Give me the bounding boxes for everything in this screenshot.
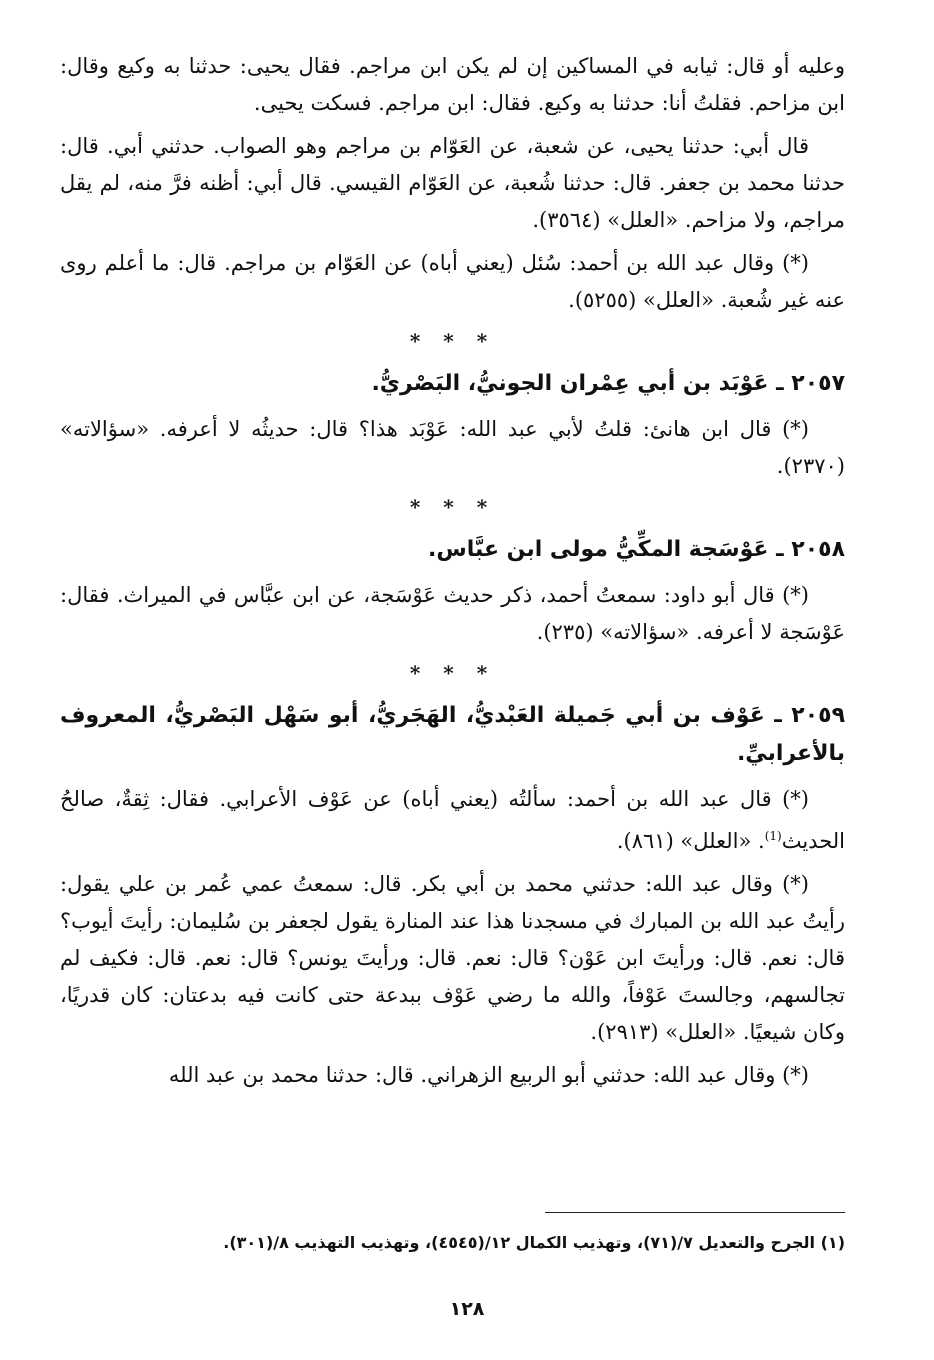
footnote: (١) الجرح والتعديل ٧/(٧١)، وتهذيب الكمال ١٢/(٤٥٤٥)، وتهذيب التهذيب ٨/(٣٠١). [223, 1233, 845, 1252]
entry-text-part: . «العلل» (٨٦١). [616, 829, 765, 853]
page-number: ١٢٨ [449, 1298, 485, 1320]
entry-title-2058: ٢٠٥٨ ـ عَوْسَجة المكِّيُّ مولى ابن عبَّاس. [428, 537, 845, 562]
footnote-marker[interactable]: (1) [764, 829, 782, 843]
entry-text-part: (*) قال عبد الله بن أحمد: سألتُه (يعني أباه) عن عَوْف الأعرابي. فقال: ثِقةٌ، صالحُ الحديث [60, 787, 845, 853]
entry-text: (*) وقال عبد الله: حدثني محمد بن أبي بكر. قال: سمعتُ عمي عُمر بن علي يقول: رأيتُ عبد الله بن المبارك في مسجدنا هذا عند المنارة يقول لجعفر بن سُليمان: رأيتَ أيوب؟ قال: نعم. قال: ورأيتَ ابن عَوْن؟ قال: نعم. قال: ورأيتَ يونس؟ قال: نعم. قال: فكيف لم تجالسهم، وجالستَ عَوْفاً، والله ما رضي عَوْف ببدعة حتى كانت فيه بدعتان: كان قدريًا، وكان شيعيًا. «العلل» (٢٩١٣). [60, 872, 845, 1044]
entry-title-2057: ٢٠٥٧ ـ عَوْبَد بن أبي عِمْران الجونيُّ، البَصْريُّ. [371, 371, 845, 396]
entry-text [60, 781, 845, 860]
paragraph: قال أبي: حدثنا يحيى، عن شعبة، عن العَوّام بن مراجم وهو الصواب. حدثني أبي. قال: حدثنا محمد بن جعفر. قال: حدثنا شُعبة، عن العَوّام القيسي. قال أبي: أظنه فرَّ منه، لم يقل مراجم، ولا مزاحم. «العلل» (٣٥٦٤). [60, 134, 845, 232]
entry-title-2059: ٢٠٥٩ ـ عَوْف بن أبي جَميلة العَبْديُّ، الهَجَريُّ، أبو سَهْل البَصْريُّ، المعروف بالأعرابيِّ. [60, 703, 845, 766]
entry-text: (*) قال أبو داود: سمعتُ أحمد، ذكر حديث عَوْسَجة، عن ابن عبَّاس في الميراث. فقال: عَوْسَجة لا أعرفه. «سؤالاته» (٢٣٥). [60, 583, 845, 644]
page-body [60, 48, 845, 1318]
paragraph: (*) وقال عبد الله بن أحمد: سُئل (يعني أباه) عن العَوّام بن مراجم. قال: ما أعلم روى عنه غير شُعبة. «العلل» (٥٢٥٥). [60, 251, 845, 312]
section-separator: * * * [409, 329, 496, 353]
section-separator: * * * [409, 661, 496, 685]
entry-text: (*) قال ابن هانئ: قلتُ لأبي عبد الله: عَوْبَد هذا؟ قال: حديثُه لا أعرفه. «سؤالاته» (٢٣٧٠). [60, 417, 845, 478]
paragraph: وعليه أو قال: ثيابه في المساكين إن لم يكن ابن مراجم. فقال يحيى: حدثنا به وكيع وقال: ابن مزاحم. فقلتُ أنا: حدثنا به وكيع. فقال: ابن مراجم. فسكت يحيى. [60, 54, 845, 115]
footnote-divider [60, 1212, 845, 1232]
entry-text: (*) وقال عبد الله: حدثني أبو الربيع الزهراني. قال: حدثنا محمد بن عبد الله [168, 1063, 809, 1087]
section-separator: * * * [409, 495, 496, 519]
